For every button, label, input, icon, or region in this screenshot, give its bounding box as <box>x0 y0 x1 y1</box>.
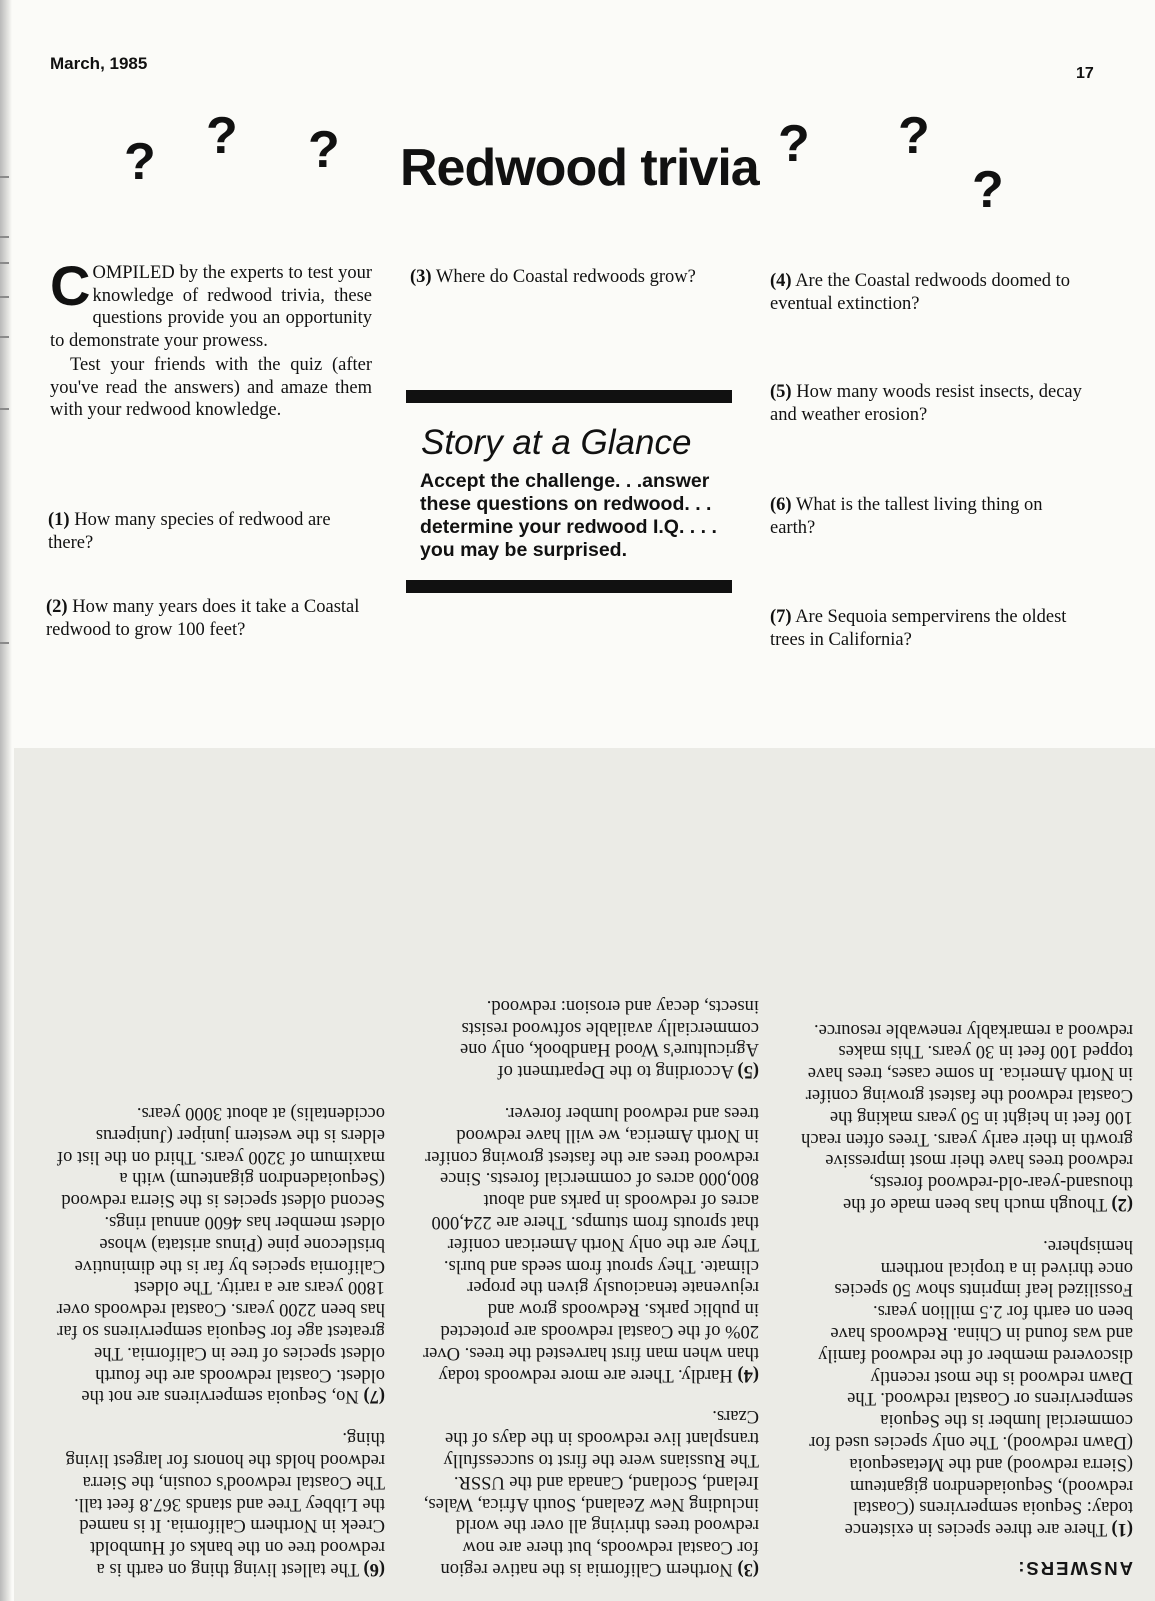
answers-heading: ANSWERS: <box>1016 1558 1133 1579</box>
intro-paragraph <box>50 254 372 352</box>
header-date: March, 1985 <box>50 54 148 73</box>
answer-2 <box>801 1018 1133 1214</box>
question-mark-decoration: ? <box>206 107 238 165</box>
drop-cap: C <box>50 254 91 317</box>
answer-number: (1) <box>1111 1519 1133 1540</box>
question-4 <box>770 270 1092 315</box>
question-2 <box>46 596 372 641</box>
answer-text: No, Sequoia sempervirens are not the oldest. Coastal redwoods are the fourth oldest species of tree in California. The greatest age for Sequoia sempervirens so far has been 2200 years. Coastal redwoods over 1800 years are a rarity. The oldest California species by far is the diminutive bristlecone pine (Pinus aristata) whose oldest member has 4600 annual rings. Second oldest species is the Sierra redwood (Sequoiadendron giganteum) with a maximum of 3200 years. Third on the list of elders is the western juniper (Juniperus occidentalis) at about 3000 years. <box>56 1103 385 1407</box>
answer-number: (4) <box>737 1364 759 1385</box>
glance-body: Accept the challenge. . .answer these questions on redwood. . . determine your redwood I.Q. . . . you may be surprised. <box>420 470 717 561</box>
answer-7 <box>55 1101 385 1406</box>
question-number: (6) <box>770 495 792 515</box>
question-number: (7) <box>770 607 792 627</box>
question-text: Are Sequoia sempervirens the oldest trees in California? <box>770 607 1067 650</box>
intro-text: OMPILED by the experts to test your knowledge of redwood trivia, these questions provide you an opportunity to demonstrate your prowess. <box>50 263 372 351</box>
question-mark-decoration: ? <box>124 133 156 191</box>
answer-3 <box>423 1405 759 1579</box>
answers-column-3 <box>55 1081 385 1579</box>
question-number: (5) <box>770 382 792 402</box>
answers-rotated-content <box>14 748 1155 1601</box>
question-text: How many years does it take a Coastal redwood to grow 100 feet? <box>46 597 360 640</box>
answer-text: Northern California is the native region for Coastal redwoods, but there are now redwood trees thriving all over the world including New Zealand, South Africa, Wales, Ireland, Scotland, Canada and the USSR. The Russians were the first to successfully transplant live redwoods in the days of the Czars. <box>423 1406 759 1579</box>
question-mark-decoration: ? <box>972 161 1004 219</box>
question-text: Where do Coastal redwoods grow? <box>435 267 696 287</box>
question-number: (2) <box>46 597 68 617</box>
question-number: (3) <box>410 267 432 287</box>
answer-number: (6) <box>363 1559 385 1579</box>
question-text: How many woods resist insects, decay and weather erosion? <box>770 382 1082 425</box>
answers-column-2 <box>423 974 759 1579</box>
question-text: What is the tallest living thing on earth? <box>770 495 1043 538</box>
question-mark-decoration: ? <box>308 121 340 179</box>
question-text: Are the Coastal redwoods doomed to eventual extinction? <box>770 271 1071 314</box>
intro-column <box>50 254 372 422</box>
page-number: 17 <box>1076 65 1094 82</box>
glance-title: Story at a Glance <box>421 423 692 462</box>
question-mark-decoration: ? <box>898 107 930 165</box>
answer-number: (7) <box>363 1386 385 1407</box>
question-1 <box>48 509 370 554</box>
answer-4 <box>423 1101 759 1384</box>
question-text: How many species of redwood are there? <box>48 510 331 553</box>
answer-6 <box>55 1426 385 1579</box>
glance-rule-top <box>406 390 732 403</box>
question-5 <box>770 381 1092 426</box>
answer-text: The tallest living thing on earth is a redwood tree on the banks of Humboldt Creek in Northern California. It is named the Libbey Tree and stands 367.8 feet tall. The Coastal redwood's cousin, the Sierra redwood holds the honors for largest living thing. <box>65 1428 385 1579</box>
answer-5 <box>423 994 759 1081</box>
answer-text: According to the Department of Agriculture's Wood Handbook, only one commercially available softwood resists insects, decay and erosion: redwood. <box>460 995 759 1082</box>
answer-text: There are three species in existence today: Sequoia sempervirens (Coastal redwood), Sequoiadendron giganteum (Sierra redwood) and the Metasequoia (Dawn redwood). The only species used for commercial lumber is the Sequoia sempervirens or Coastal redwood. The Dawn redwood is the most recently discovered member of the redwood family and was found in China. Redwoods have been on earth for 2.5 million years. Fossilized leaf imprints show 50 species once thrived in a tropical northern hemisphere. <box>809 1235 1133 1540</box>
answer-number: (3) <box>737 1559 759 1579</box>
answer-number: (5) <box>737 1061 759 1082</box>
question-mark-decoration: ? <box>778 115 810 173</box>
answers-column-1 <box>801 998 1133 1579</box>
question-number: (1) <box>48 510 70 530</box>
question-7 <box>770 606 1092 651</box>
question-6 <box>770 494 1092 539</box>
page-title: Redwood trivia <box>400 139 759 197</box>
answer-text: Though much has been made of the thousand-year-old-redwood forests, redwood trees have their most impressive growth in their early years. Trees often reach 100 feet in height in 50 years making the Coastal redwood the fastest growing conifer in North America. In some cases, trees have topped 100 feet in 30 years. This makes redwood a remarkably renewable resource. <box>801 1019 1133 1215</box>
question-3 <box>410 266 734 289</box>
page-binding-edge <box>0 0 12 1601</box>
answers-panel <box>14 748 1155 1601</box>
answer-1 <box>801 1234 1133 1539</box>
answer-text: Hardly. There are more redwoods today than when man first harvested the trees. Over 20% of the Coastal redwoods are protected in public parks. Redwoods grow and rejuvenate tenaciously given the proper climate. They sprout from seeds and burls. They are the only North American conifer that sprouts from stumps. There are 224,000 acres of redwoods in parks and about 800,000 acres of commercial forests. Since redwood trees are the fastest growing conifer in North America, we will have redwood trees and redwood lumber forever. <box>423 1103 759 1385</box>
intro-text: Test your friends with the quiz (after you've read the answers) and amaze them with your redwood knowledge. <box>50 355 372 420</box>
answer-number: (2) <box>1111 1194 1133 1215</box>
question-number: (4) <box>770 271 792 291</box>
glance-rule-bottom <box>406 580 732 593</box>
intro-paragraph <box>50 354 372 422</box>
